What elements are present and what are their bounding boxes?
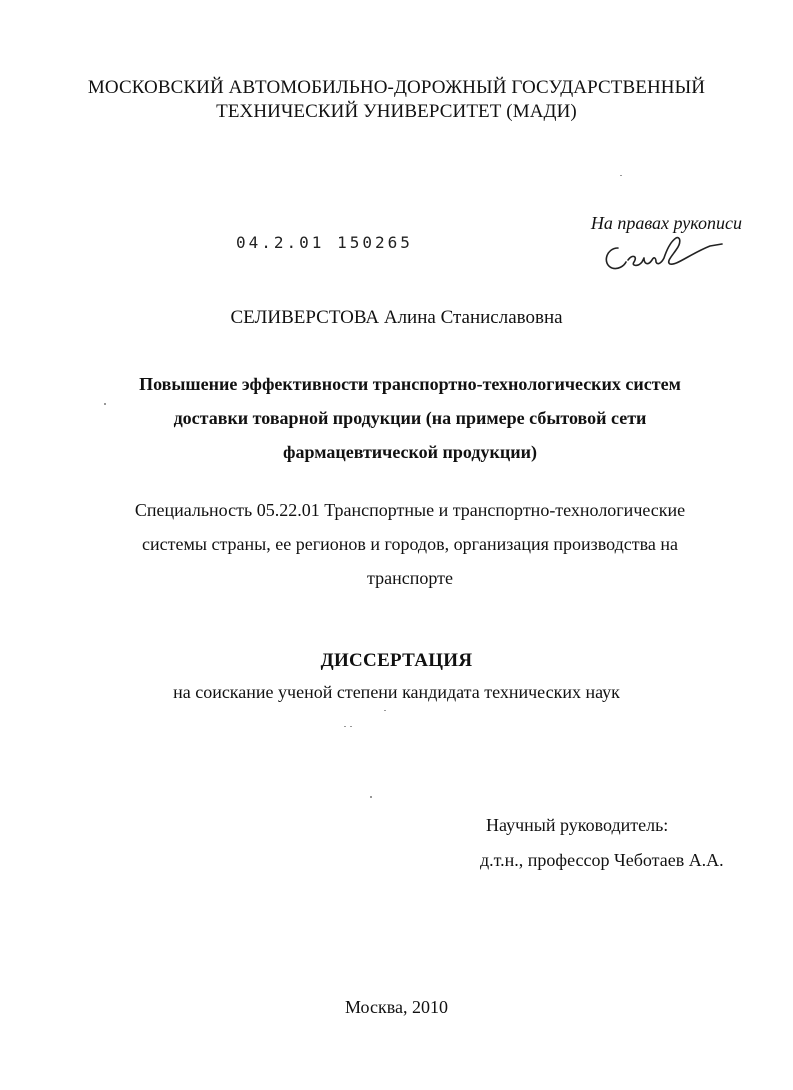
supervisor-label: Научный руководитель: [486, 815, 669, 835]
university-line-1: МОСКОВСКИЙ АВТОМОБИЛЬНО-ДОРОЖНЫЙ ГОСУДАРСТВЕННЫЙ [87, 77, 706, 98]
document-type: ДИССЕРТАЦИЯ [320, 650, 473, 671]
supervisor [480, 808, 760, 878]
scan-speck [344, 726, 346, 727]
scan-speck [104, 403, 106, 405]
dissertation-title [100, 367, 720, 469]
city-year: Москва, 2010 [345, 997, 448, 1017]
title-line-2: доставки товарной продукции (на примере сбытовой сети [173, 408, 647, 428]
scan-speck [384, 710, 386, 711]
registration-code: 04.2.01 150265 [236, 233, 413, 252]
title-line-1: Повышение эффективности транспортно-технологических систем [139, 374, 681, 394]
specialty-line-2: системы страны, ее регионов и городов, организация производства на [142, 534, 678, 554]
specialty-line-1: Специальность 05.22.01 Транспортные и транспортно-технологические [134, 500, 686, 520]
scan-speck [350, 726, 352, 727]
specialty-line-3: транспорте [367, 568, 453, 588]
supervisor-name: д.т.н., профессор Чеботаев А.А. [480, 850, 724, 870]
university-name [0, 76, 793, 124]
specialty [100, 493, 720, 595]
signature [600, 232, 725, 280]
manuscript-rights: На правах рукописи [590, 213, 742, 233]
degree-line: на соискание ученой степени кандидата технических наук [173, 682, 620, 702]
author-name: СЕЛИВЕРСТОВА Алина Станиславовна [230, 307, 563, 328]
scan-speck [370, 796, 372, 798]
university-line-2: ТЕХНИЧЕСКИЙ УНИВЕРСИТЕТ (МАДИ) [216, 101, 577, 122]
scan-speck [620, 175, 622, 176]
title-line-3: фармацевтической продукции) [283, 442, 537, 462]
